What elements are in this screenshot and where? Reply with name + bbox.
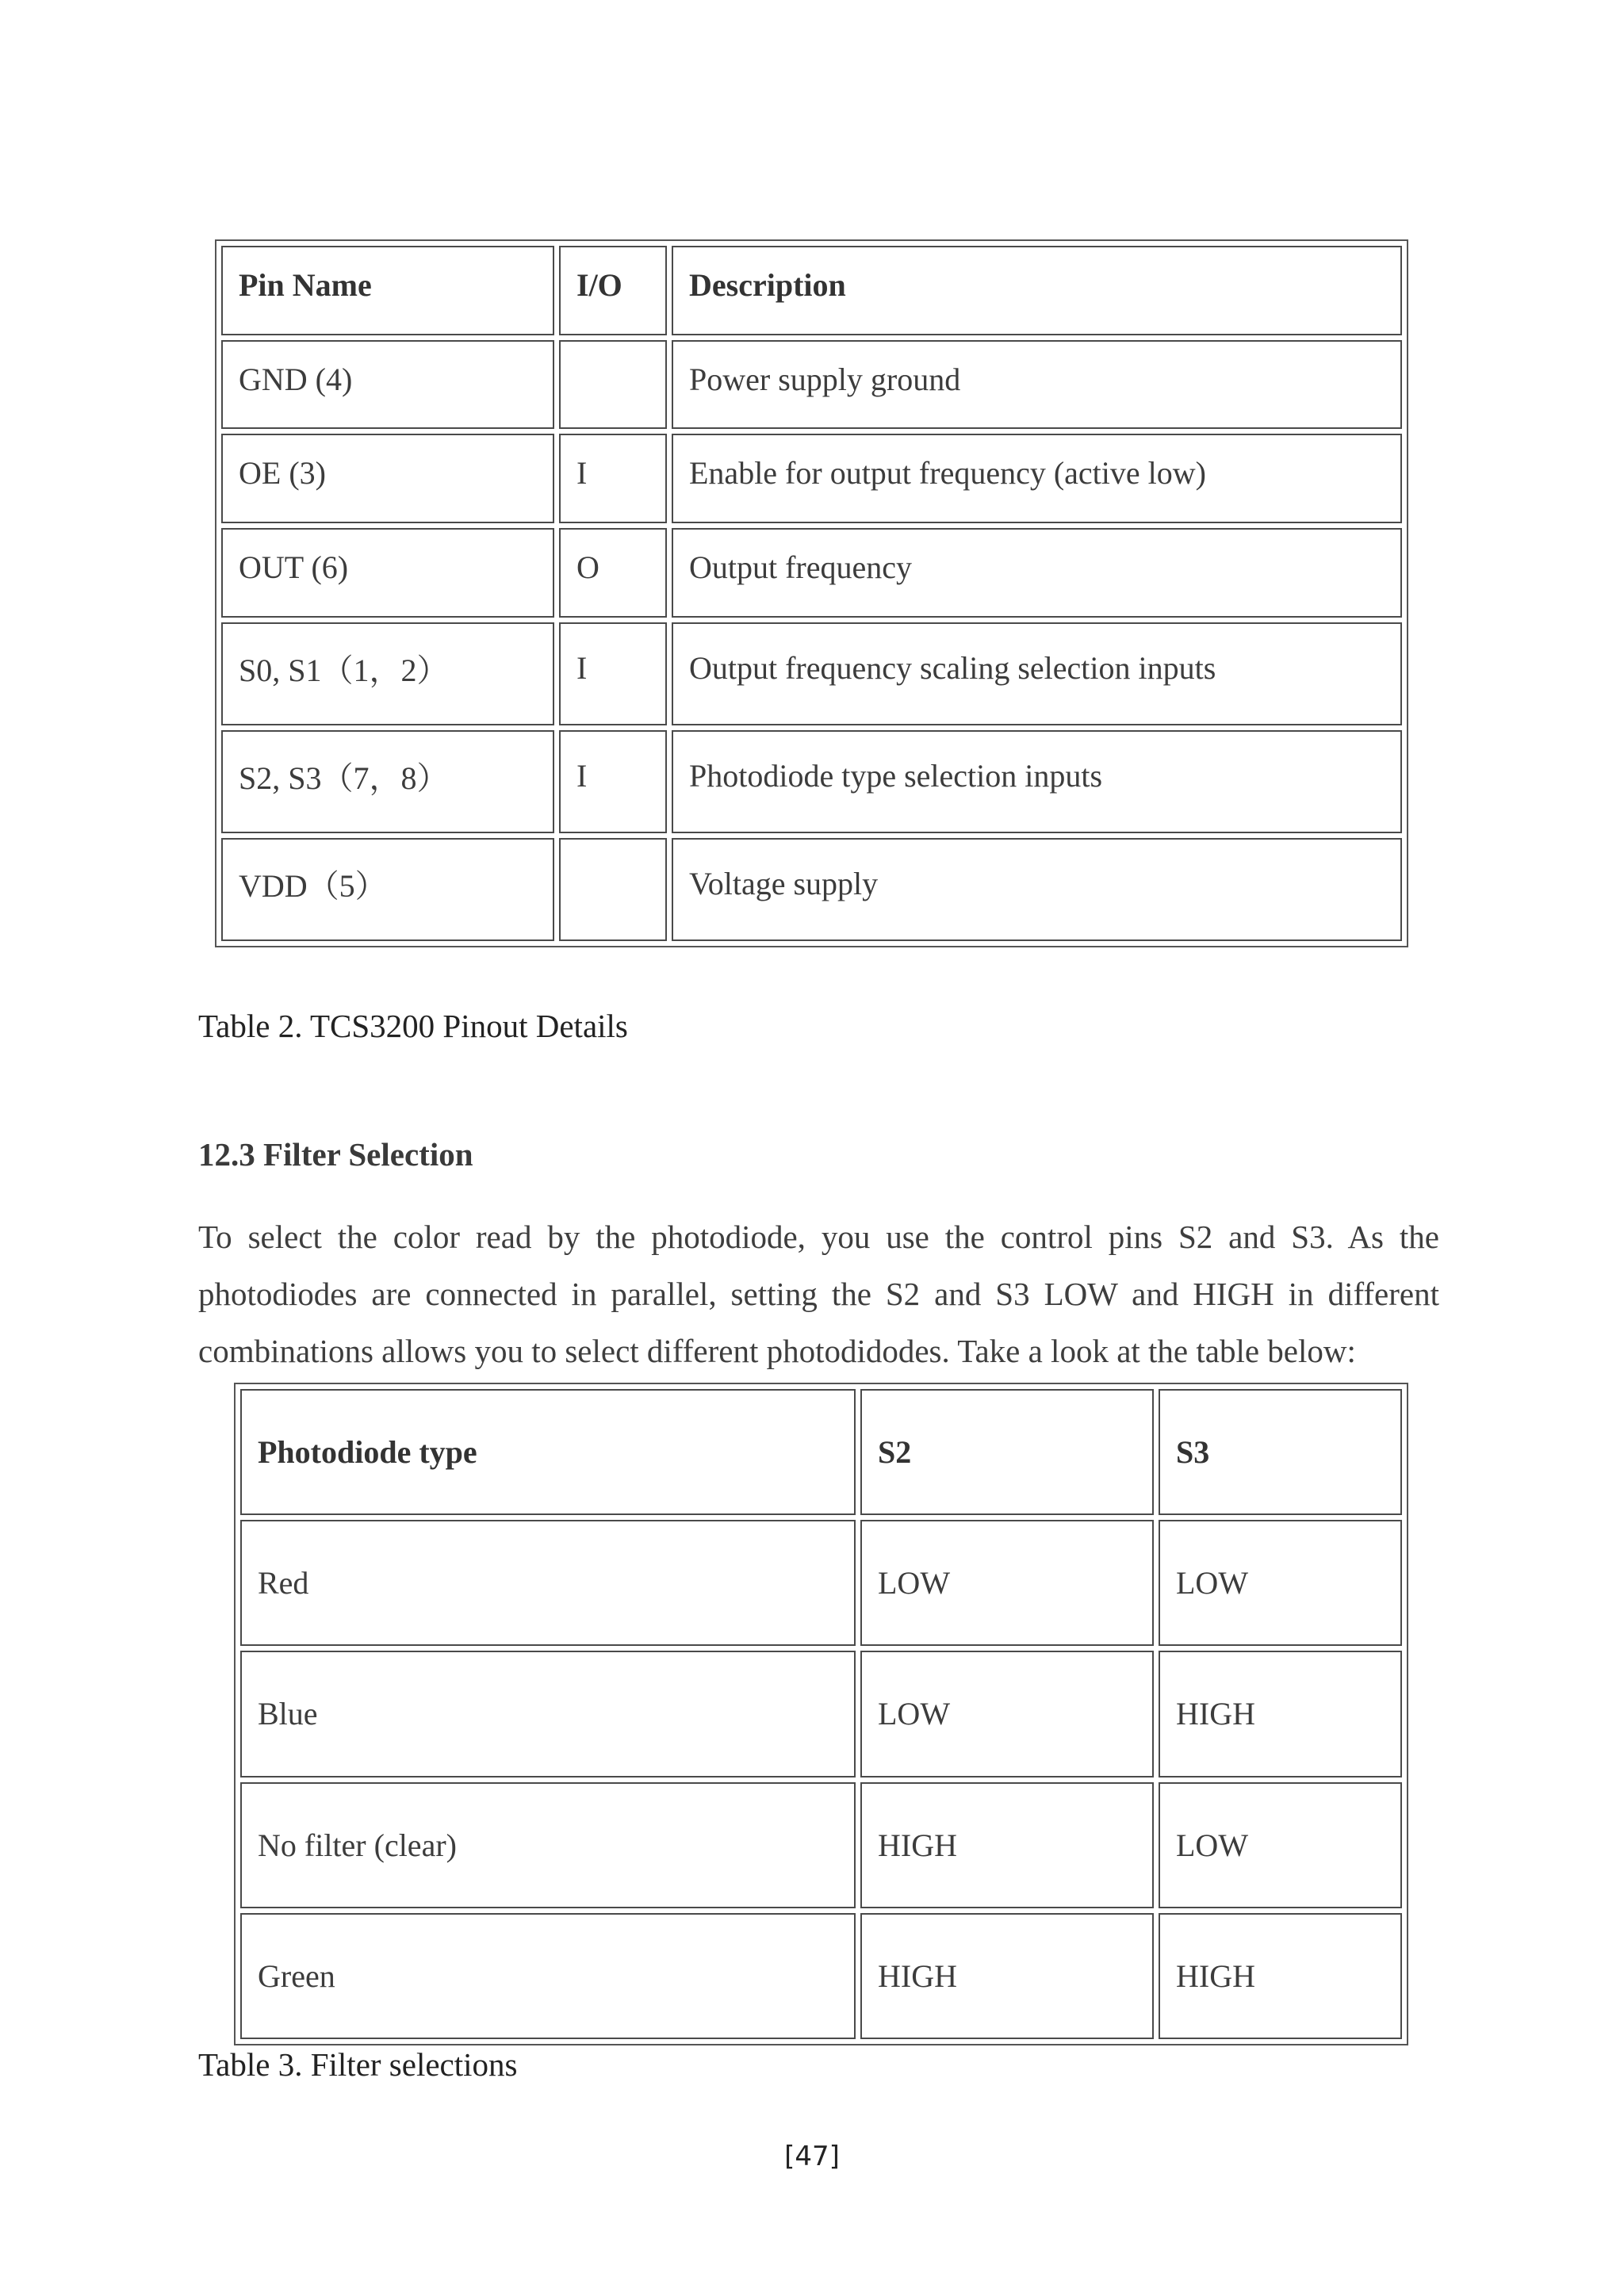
table-header-row (221, 246, 1402, 335)
table-row (221, 434, 1402, 523)
cell-io: I (559, 730, 667, 833)
table-row (240, 1782, 1402, 1908)
cell-description: Output frequency scaling selection inputs (672, 622, 1402, 725)
cell-io: O (559, 528, 667, 618)
cell-s3: LOW (1159, 1520, 1402, 1646)
header-s3: S3 (1159, 1389, 1402, 1515)
table-row (240, 1520, 1402, 1646)
table-row (221, 838, 1402, 941)
cell-description: Photodiode type selection inputs (672, 730, 1402, 833)
header-description: Description (672, 246, 1402, 335)
table-header-row (240, 1389, 1402, 1515)
table-row (240, 1913, 1402, 2039)
cell-s3: LOW (1159, 1782, 1402, 1908)
pinout-table (215, 239, 1408, 947)
page-number: [47] (784, 2141, 840, 2172)
cell-photodiode-type: Red (240, 1520, 856, 1646)
table-row (221, 340, 1402, 430)
cell-description: Output frequency (672, 528, 1402, 618)
table-row (221, 730, 1402, 833)
cell-s2: HIGH (860, 1913, 1154, 2039)
cell-description: Enable for output frequency (active low) (672, 434, 1402, 523)
cell-photodiode-type: Green (240, 1913, 856, 2039)
cell-s3: HIGH (1159, 1913, 1402, 2039)
cell-io: I (559, 434, 667, 523)
cell-photodiode-type: No filter (clear) (240, 1782, 856, 1908)
cell-pin-name: OE (3) (221, 434, 554, 523)
table-3-caption: Table 3. Filter selections (198, 2046, 518, 2083)
header-io: I/O (559, 246, 667, 335)
cell-s2: LOW (860, 1651, 1154, 1777)
cell-photodiode-type: Blue (240, 1651, 856, 1777)
body-paragraph: To select the color read by the photodiode, you use the control pins S2 and S3. As the photodiodes are connected in parallel, setting the S2 and S3 LOW and HIGH in different combinations allows you to select different photodidodes. Take a look at the table below: (198, 1219, 1439, 1369)
cell-description: Voltage supply (672, 838, 1402, 941)
header-photodiode-type: Photodiode type (240, 1389, 856, 1515)
cell-s2: LOW (860, 1520, 1154, 1646)
section-heading: 12.3 Filter Selection (198, 1136, 473, 1173)
table-row (240, 1651, 1402, 1777)
cell-pin-name: S0, S1（1，2） (221, 622, 554, 725)
cell-description: Power supply ground (672, 340, 1402, 430)
cell-pin-name: GND (4) (221, 340, 554, 430)
header-s2: S2 (860, 1389, 1154, 1515)
cell-io (559, 838, 667, 941)
cell-io: I (559, 622, 667, 725)
cell-pin-name: OUT (6) (221, 528, 554, 618)
cell-s3: HIGH (1159, 1651, 1402, 1777)
header-pin-name: Pin Name (221, 246, 554, 335)
filter-table (234, 1383, 1408, 2045)
cell-s2: HIGH (860, 1782, 1154, 1908)
table-row (221, 622, 1402, 725)
cell-pin-name: VDD（5） (221, 838, 554, 941)
table-2-caption: Table 2. TCS3200 Pinout Details (198, 1008, 628, 1044)
table-row (221, 528, 1402, 618)
cell-io (559, 340, 667, 430)
cell-pin-name: S2, S3（7，8） (221, 730, 554, 833)
